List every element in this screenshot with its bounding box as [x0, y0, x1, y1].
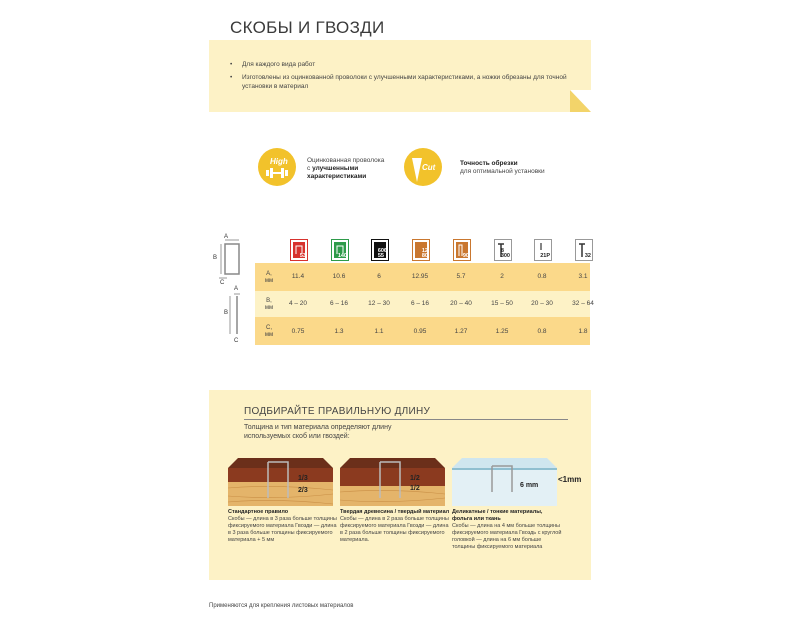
- label-b: B: [213, 255, 218, 261]
- table-cell: 6 – 16: [410, 300, 430, 307]
- product-code: 53: [299, 253, 306, 259]
- label-c: C: [234, 338, 239, 344]
- caption-text: Скобы — длина в 3 раза больше толщины фиксируемого материала Гвозди — длина в 3 раза больше толщины фиксируемого материала + 5 мм: [228, 516, 337, 543]
- caption-heading: Стандартное правило: [228, 509, 289, 515]
- feature-galvanized: [307, 157, 417, 181]
- caption-text: Скобы — длина в 2 раза больше толщины фиксируемого материала Гвозди — длина в 2 раза больше толщины фиксируемого материала.: [340, 516, 449, 543]
- table-cell: 10.6: [332, 273, 346, 280]
- label-b: B: [224, 310, 229, 316]
- product-chip: [494, 239, 512, 261]
- high-badge: [258, 148, 296, 186]
- page-fold-corner: [570, 90, 591, 112]
- feature-line: с: [307, 165, 313, 172]
- product-chip: [575, 239, 593, 261]
- hardwood-illustration: [340, 458, 445, 506]
- intro-bullets: [230, 60, 570, 95]
- table-cell: 12.95: [411, 273, 429, 280]
- product-header-row: [255, 235, 590, 263]
- caption-heading: Твердая древесина / твердый материал: [340, 509, 450, 515]
- table-cell: 1.25: [495, 328, 509, 335]
- product-code: 8 300: [500, 248, 510, 259]
- section-title: ПОДБИРАЙТЕ ПРАВИЛЬНУЮ ДЛИНУ: [244, 406, 431, 417]
- table-cell: 6 – 16: [329, 300, 349, 307]
- feature-bold: Точность обрезки: [460, 160, 518, 167]
- table-cell: 11.4: [291, 273, 305, 280]
- ratio-top: <1mm: [558, 475, 582, 484]
- product-code: 12 80: [421, 248, 428, 259]
- table-cell: 5.7: [456, 273, 466, 280]
- row-label: C, мм: [264, 325, 274, 338]
- panel-caption: [228, 509, 338, 544]
- table-cell: 6: [377, 273, 381, 280]
- table-cell: 20 – 40: [450, 300, 472, 307]
- table-cell: 1.3: [334, 328, 344, 335]
- table-cell: 4 – 20: [288, 300, 308, 307]
- table-cell: 0.8: [537, 273, 547, 280]
- ratio-bottom: 2/3: [298, 487, 308, 494]
- table-cell: 1.27: [454, 328, 468, 335]
- table-cell: 32 – 64: [572, 300, 594, 307]
- badge-label: Cut: [422, 163, 436, 172]
- product-chip: [412, 239, 430, 261]
- ratio-bottom: 6 mm: [520, 482, 539, 489]
- bullet-item: • Для каждого вида работ: [230, 60, 570, 69]
- label-a: A: [234, 286, 239, 292]
- table-row: [255, 317, 590, 345]
- table-cell: 1.1: [374, 328, 384, 335]
- caption-text: Скобы — длина на 4 мм больше толщины фиксируемого материала Гвоздь с круглой головкой — длина на 6 мм больше толщины фиксируемого материала: [452, 523, 562, 550]
- feature-line: Оцинкованная проволока: [307, 157, 385, 164]
- product-code: 606 55: [377, 248, 387, 259]
- panel-caption: [340, 509, 450, 544]
- table-cell: 20 – 30: [531, 300, 553, 307]
- precision-cut-icon: [410, 158, 424, 182]
- product-chip: [453, 239, 471, 261]
- ratio-bottom: 1/2: [410, 485, 420, 492]
- badge-label: High: [270, 157, 288, 166]
- product-code: 21P: [540, 253, 550, 259]
- table-row: [255, 263, 590, 291]
- ratio-top: 1/3: [298, 475, 308, 482]
- section-subtitle: Толщина и тип материала определяют длину используемых скоб или гвоздей:: [244, 424, 392, 440]
- wood-illustration: [228, 458, 333, 506]
- table-cell: 0.75: [291, 328, 305, 335]
- feature-precision: [460, 160, 570, 176]
- bullet-item: • Изготовлены из оцинкованной проволоки с улучшенными характеристиками, а ножки обрезаны для точной установки в материал: [230, 73, 570, 91]
- caption-heading: Деликатные / тонкие материалы, фольга или ткань: [452, 509, 543, 522]
- product-chip: [371, 239, 389, 261]
- product-chip: [534, 239, 552, 261]
- table-cell: 2: [500, 273, 504, 280]
- row-label: B, мм: [264, 298, 274, 311]
- dumbbell-icon: [266, 168, 288, 178]
- staple-diagram: [209, 232, 249, 290]
- product-code: 140: [337, 253, 347, 259]
- label-a: A: [224, 234, 229, 240]
- page-title: СКОБЫ И ГВОЗДИ: [230, 18, 385, 37]
- row-label: A, мм: [264, 271, 274, 284]
- table-cell: 1.8: [578, 328, 588, 335]
- precision-cut-badge: [404, 148, 442, 186]
- ratio-top: 1/2: [410, 475, 420, 482]
- feature-line: для оптимальной установки: [460, 168, 545, 175]
- product-code: 32: [584, 253, 591, 259]
- footer-note: Применяются для крепления листовых материалов: [209, 603, 354, 609]
- table-cell: 3.1: [578, 273, 588, 280]
- product-chip: [331, 239, 349, 261]
- section-divider: [244, 419, 568, 420]
- label-c: C: [220, 280, 225, 286]
- table-cell: 12 – 30: [368, 300, 390, 307]
- feature-bold: улучшенными характеристиками: [307, 165, 367, 180]
- product-code: 90: [462, 253, 469, 259]
- table-cell: 0.8: [537, 328, 547, 335]
- table-row: [255, 291, 594, 317]
- panel-caption: [452, 509, 562, 551]
- product-chip: [290, 239, 308, 261]
- table-cell: 0.95: [413, 328, 427, 335]
- thin-material-illustration: [452, 458, 557, 506]
- table-cell: 15 – 50: [491, 300, 513, 307]
